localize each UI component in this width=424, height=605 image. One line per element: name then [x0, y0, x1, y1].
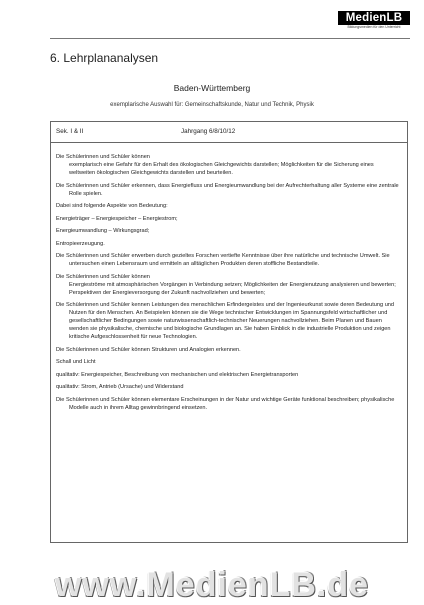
paragraph-indented: Energieströme mit atmosphärischen Vorgängen in Verbindung setzen; Möglichkeiten der Energienutzung analysieren und bewerten; Perspektiven der Energieversorgung der Zukunft nachvollziehen und bewerten; — [69, 281, 396, 296]
paragraph-text: Die Schülerinnen und Schüler erkennen, dass Energiefluss und Energieumwandlung bei der Aufrechterhaltung aller Systeme eine zentrale Rolle spielen. — [56, 182, 399, 197]
curriculum-paragraph — [56, 202, 401, 210]
curriculum-paragraph — [56, 252, 401, 268]
paragraph-text: Die Schülerinnen und Schüler erwerben durch gezieltes Forschen vertiefte Kenntnisse über ihre natürliche und technische Umwelt. Sie untersuchen einen Lebensraum und ermitteln an alltäglichen Produkten deren stoffliche Bestandteile. — [56, 253, 390, 267]
curriculum-paragraph — [56, 301, 401, 341]
paragraph-text: Die Schülerinnen und Schüler kennen Leistungen des menschlichen Erfindergeistes und der Ingenieurkunst sowie deren Bedeutung und Nutzen für den Menschen. An Beispielen können sie die Wege technischer Entwicklungen im Spannungsfeld wirtschaftlicher und gesellschaftlicher Bedingungen sowie naturwissenschaftlich-technischer Neuerungen nachvollziehen. Beim Planen und Bauen wenden sie physikalische, chemische und biologische Grundlagen an. Sie haben Einblick in die industrielle Produktion und zeigen kritische Aufgeschlossenheit für neue Technologien. — [56, 302, 395, 340]
table-header — [51, 122, 407, 143]
paragraph-indented: exemplarisch eine Gefahr für den Erhalt des ökologischen Gleichgewichts darstellen; Möglichkeiten für die Sicherung eines weltweiten ökologischen Gleichgewichts darstellen und beurteilen. — [69, 162, 374, 176]
curriculum-paragraph — [56, 273, 401, 297]
paragraph-lead: Die Schülerinnen und Schüler können — [56, 273, 150, 280]
paragraph-text: Entropieerzeugung. — [56, 240, 105, 247]
section-title: 6. Lehrplananalysen — [50, 51, 159, 65]
curriculum-paragraph — [56, 346, 401, 354]
table-body — [51, 143, 407, 412]
logo-tagline: Bildungsmedien für den Unterricht — [347, 25, 401, 29]
medienlb-logo — [338, 11, 410, 33]
paragraph-text: Die Schülerinnen und Schüler können elementare Erscheinungen in der Natur und wichtige Geräte funktional beschreiben; physikalische Modelle auch in ihrem Alltag gewinnbringend einsetzen. — [56, 396, 395, 411]
paragraph-text: Energieträger – Energiespeicher – Energiestrom; — [56, 215, 178, 222]
paragraph-lead: Die Schülerinnen und Schüler können — [56, 154, 150, 160]
curriculum-paragraph — [56, 227, 401, 235]
curriculum-paragraph — [56, 371, 401, 379]
curriculum-paragraph — [56, 358, 401, 366]
grade-cell: Jahrgang 6/8/10/12 — [181, 128, 236, 135]
website-watermark: www.MedienLB.de — [54, 566, 370, 604]
header-rule — [50, 38, 410, 39]
paragraph-text: Schall und Licht — [56, 359, 96, 365]
curriculum-paragraph — [56, 383, 401, 391]
state-heading: Baden-Württemberg — [173, 83, 251, 93]
curriculum-paragraph — [56, 153, 401, 177]
logo-wordmark: MedienLB — [338, 11, 410, 25]
paragraph-text: Die Schülerinnen und Schüler können Strukturen und Analogien erkennen. — [56, 346, 241, 353]
curriculum-paragraph — [56, 240, 401, 248]
curriculum-paragraph — [56, 215, 401, 223]
subject-subtitle: exemplarische Auswahl für: Gemeinschaftskunde, Natur und Technik, Physik — [110, 102, 314, 108]
paragraph-text: qualitativ: Energiespeicher, Beschreibung von mechanischen und elektrischen Energietransporten — [56, 371, 299, 378]
level-cell: Sek. I & II — [56, 128, 84, 135]
curriculum-paragraph — [56, 396, 401, 412]
paragraph-text: Energieumwandlung – Wirkungsgrad; — [56, 228, 150, 234]
paragraph-text: qualitativ: Strom, Antrieb (Ursache) und Widerstand — [56, 384, 184, 390]
paragraph-text: Dabei sind folgende Aspekte von Bedeutung: — [56, 203, 168, 209]
curriculum-paragraph — [56, 182, 401, 198]
curriculum-table — [50, 121, 408, 543]
